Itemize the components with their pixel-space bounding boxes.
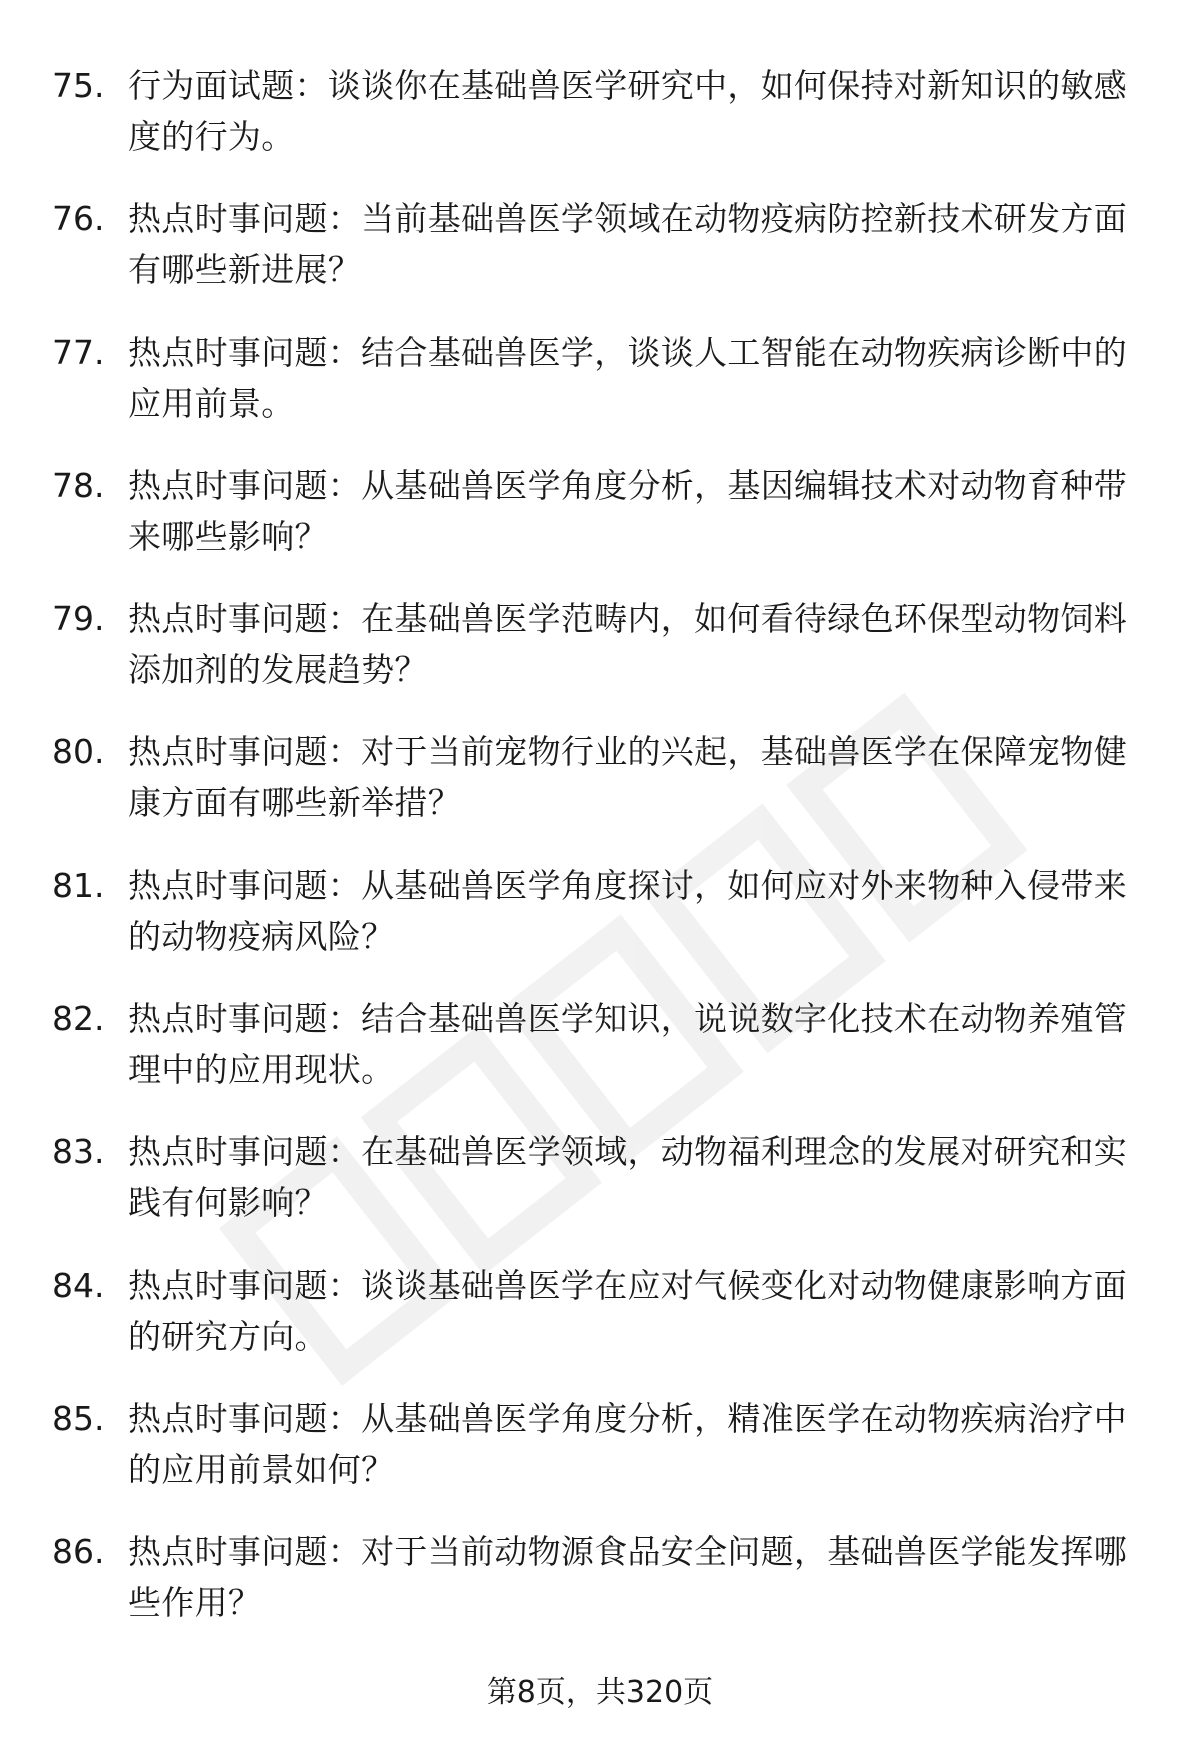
question-text: 热点时事问题：对于当前宠物行业的兴起，基础兽医学在保障宠物健康方面有哪些新举措？ [128, 732, 1127, 823]
question-number: 78. [52, 465, 105, 505]
question-item [0, 1260, 1200, 1393]
question-item [0, 993, 1200, 1126]
question-item [0, 1526, 1200, 1659]
question-item [0, 193, 1200, 326]
question-text: 热点时事问题：从基础兽医学角度分析，精准医学在动物疾病治疗中的应用前景如何？ [128, 1398, 1127, 1489]
question-item [0, 593, 1200, 726]
question-number: 83. [52, 1132, 105, 1172]
question-text: 热点时事问题：结合基础兽医学，谈谈人工智能在动物疾病诊断中的应用前景。 [128, 332, 1127, 423]
question-text: 热点时事问题：在基础兽医学范畴内，如何看待绿色环保型动物饲料添加剂的发展趋势？ [128, 599, 1127, 690]
question-item [0, 1126, 1200, 1259]
question-number: 84. [52, 1265, 105, 1305]
question-text: 热点时事问题：对于当前动物源食品安全问题，基础兽医学能发挥哪些作用？ [128, 1532, 1127, 1623]
question-list [0, 60, 1200, 1660]
question-number: 82. [52, 999, 105, 1039]
question-item [0, 726, 1200, 859]
question-text: 热点时事问题：当前基础兽医学领域在动物疫病防控新技术研发方面有哪些新进展？ [128, 199, 1127, 290]
question-text: 热点时事问题：谈谈基础兽医学在应对气候变化对动物健康影响方面的研究方向。 [128, 1265, 1127, 1356]
question-item [0, 60, 1200, 193]
question-item [0, 1393, 1200, 1526]
question-number: 75. [52, 66, 105, 105]
question-text: 热点时事问题：从基础兽医学角度探讨，如何应对外来物种入侵带来的动物疫病风险？ [128, 865, 1127, 956]
question-number: 81. [52, 865, 105, 905]
question-number: 85. [52, 1398, 105, 1438]
question-text: 热点时事问题：在基础兽医学领域，动物福利理念的发展对研究和实践有何影响？ [128, 1132, 1127, 1223]
question-number: 77. [52, 332, 105, 372]
question-text: 热点时事问题：从基础兽医学角度分析，基因编辑技术对动物育种带来哪些影响？ [128, 465, 1127, 556]
question-item [0, 460, 1200, 593]
question-number: 80. [52, 732, 105, 772]
question-number: 79. [52, 599, 105, 639]
question-number: 76. [52, 199, 105, 239]
question-text: 行为面试题：谈谈你在基础兽医学研究中，如何保持对新知识的敏感度的行为。 [128, 66, 1127, 156]
page-number-footer: 第8页，共320页 [486, 1675, 714, 1710]
question-number: 86. [52, 1532, 105, 1572]
question-item [0, 860, 1200, 993]
question-item [0, 327, 1200, 460]
question-text: 热点时事问题：结合基础兽医学知识，说说数字化技术在动物养殖管理中的应用现状。 [128, 999, 1127, 1090]
